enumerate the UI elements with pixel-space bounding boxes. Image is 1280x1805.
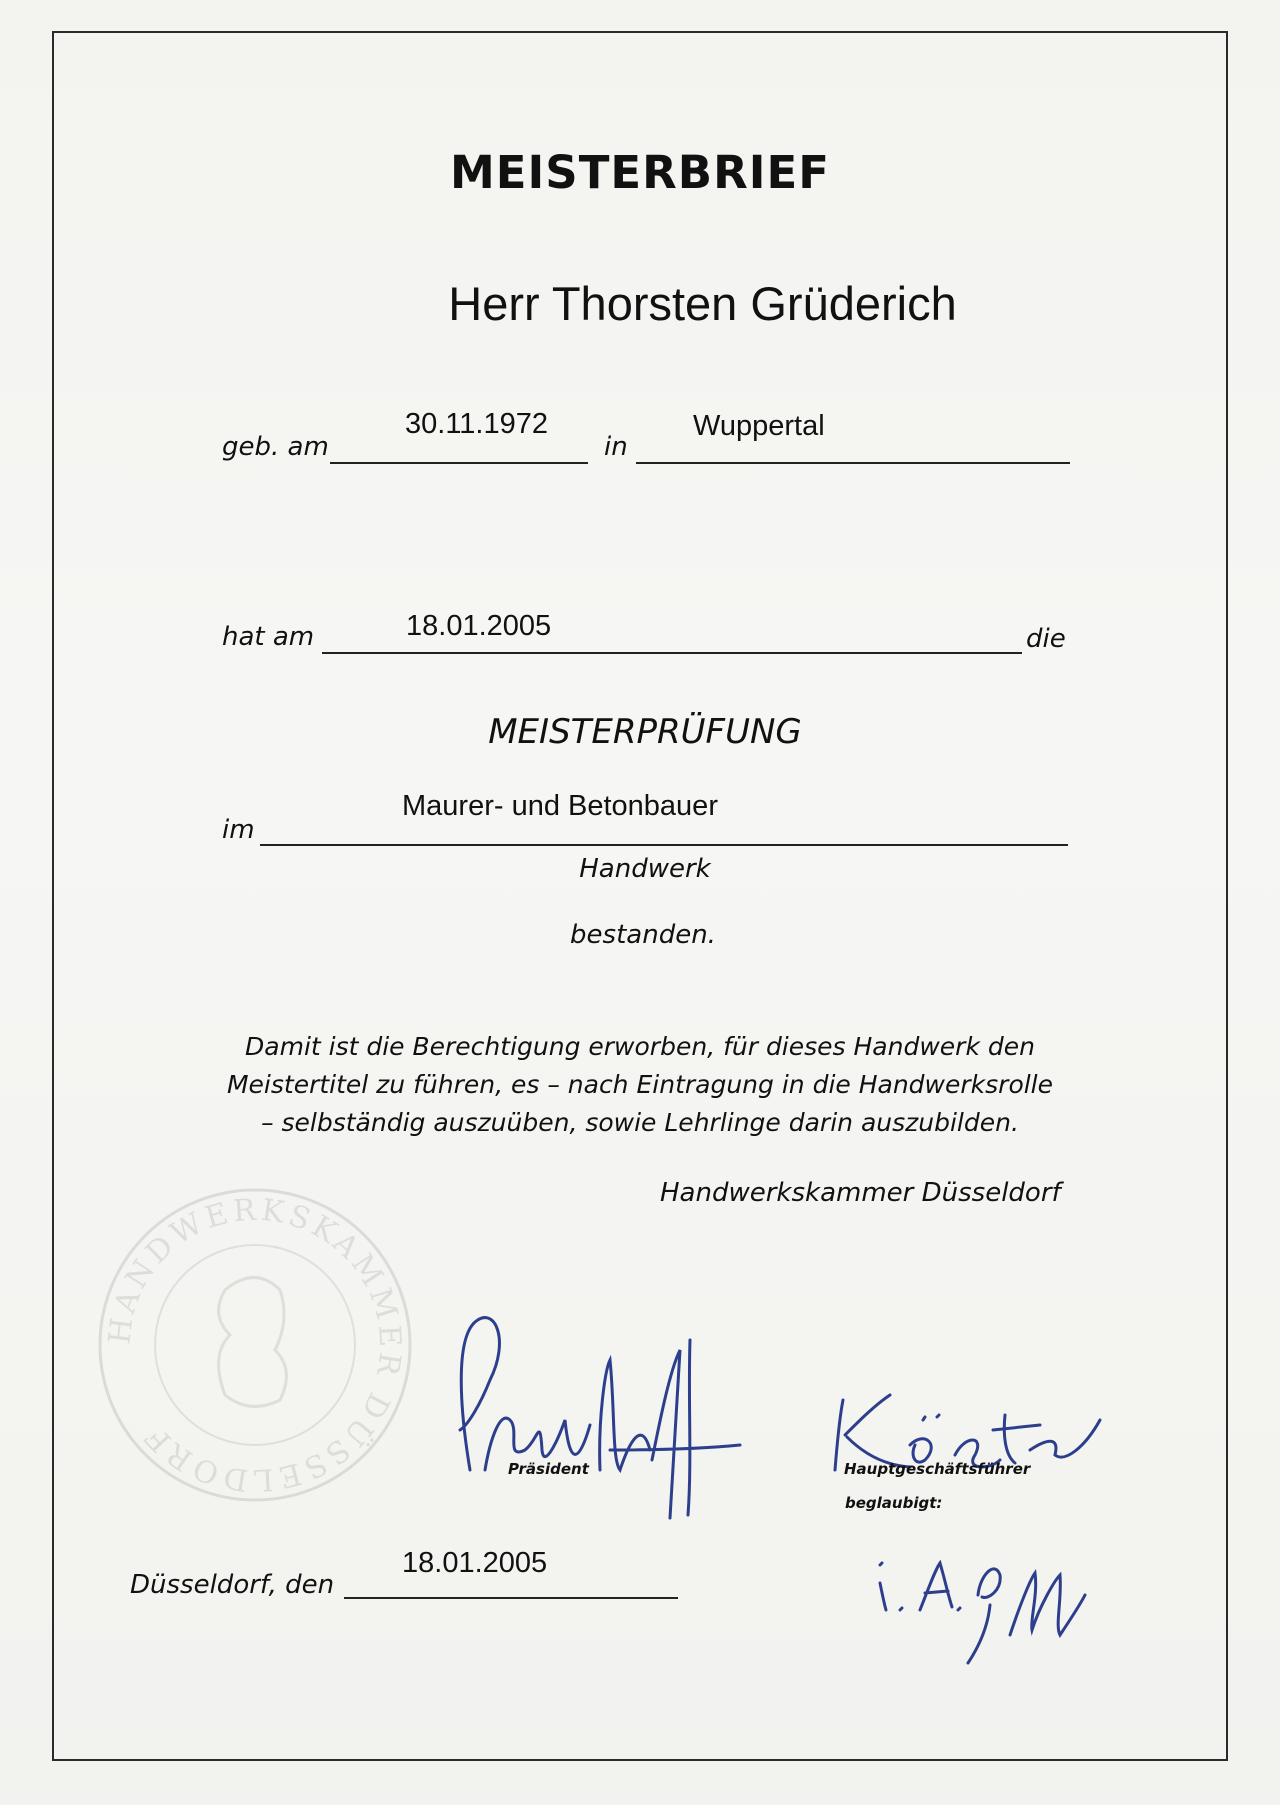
exam-suffix: die [1026, 624, 1066, 654]
birth-date-label: geb. am [222, 432, 329, 462]
birth-place-value: Wuppertal [693, 410, 825, 442]
trade-value: Maurer- und Betonbauer [402, 790, 718, 822]
birth-place-line [636, 462, 1070, 464]
svg-text:HANDWERKSKAMMER DÜSSELDORF [102, 1192, 407, 1497]
statement-line: Damit ist die Berechtigung erworben, für dieses Handwerk den [245, 1032, 1035, 1061]
statement-line: Meistertitel zu führen, es – nach Eintragung in die Handwerksrolle [226, 1070, 1054, 1099]
issuer: Handwerkskammer Düsseldorf [660, 1178, 1061, 1208]
manager-label: Hauptgeschäftsführer [844, 1460, 1031, 1478]
exam-result: bestanden. [570, 920, 716, 950]
trade-line [260, 844, 1068, 846]
exam-date-label: hat am [222, 622, 315, 652]
certified-signature [870, 1535, 1100, 1675]
birth-date-line [330, 462, 588, 464]
president-label: Präsident [508, 1460, 589, 1478]
certified-label: beglaubigt: [845, 1494, 943, 1512]
place-date-label: Düsseldorf, den [130, 1570, 335, 1600]
exam-date-line [322, 652, 1022, 654]
holder-name: Herr Thorsten Grüderich [448, 277, 957, 330]
embossed-seal [90, 1180, 420, 1510]
document-title: MEISTERBRIEF [450, 146, 830, 199]
exam-date-value: 18.01.2005 [406, 610, 552, 642]
birth-date-value: 30.11.1972 [405, 408, 548, 440]
exam-heading: MEISTERPRÜFUNG [488, 712, 802, 752]
birth-place-label: in [604, 432, 628, 462]
trade-label: im [222, 815, 255, 845]
statement-line: – selbständig auszuüben, sowie Lehrlinge darin auszubilden. [261, 1108, 1019, 1137]
seal-text: HANDWERKSKAMMER DÜSSELDORF [102, 1192, 408, 1498]
president-signature [430, 1300, 750, 1520]
place-date-line [344, 1597, 678, 1599]
trade-suffix: Handwerk [579, 854, 711, 884]
place-date-value: 18.01.2005 [402, 1547, 548, 1579]
entitlement-statement [160, 1028, 1120, 1142]
